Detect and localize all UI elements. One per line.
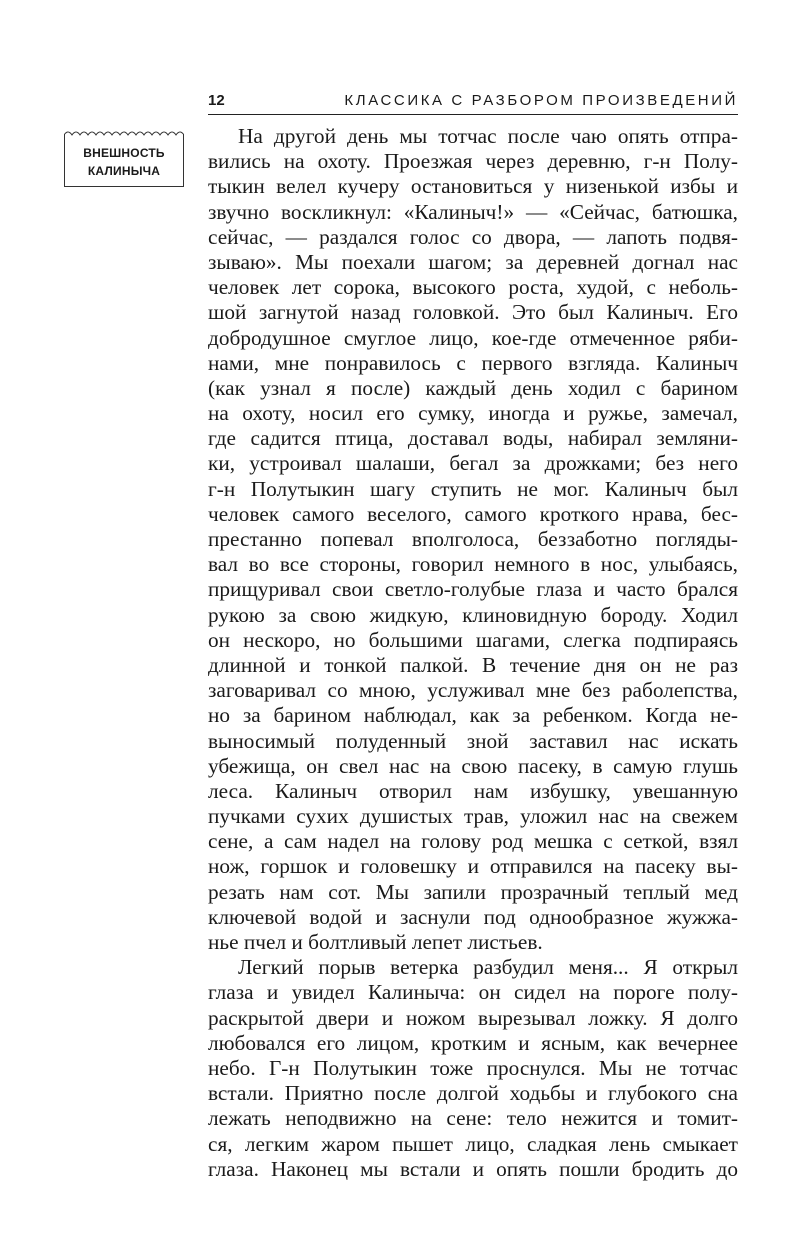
margin-note-line: КАЛИНЫЧА xyxy=(87,164,161,178)
text-line: шой загнутой назад головкой. Это был Калиныч. Его xyxy=(208,300,738,325)
text-line: убежища, он свел нас на свою пасеку, в самую глушь xyxy=(208,753,738,778)
paragraph-1 xyxy=(208,124,738,955)
text-line: вились на охоту. Проезжая через деревню, г-н Полу- xyxy=(208,149,738,174)
margin-note-text xyxy=(65,144,183,180)
text-line: человек самого веселого, самого кроткого нрава, бес- xyxy=(208,501,738,526)
text-line: рукою за свою жидкую, клиновидную бороду. Ходил xyxy=(208,602,738,627)
text-line: резать нам сот. Мы запили прозрачный теплый мед xyxy=(208,879,738,904)
text-line: ключевой водой и заснули под однообразное жужжа- xyxy=(208,904,738,929)
text-line: глаза. Наконец мы встали и опять пошли бродить до xyxy=(208,1156,738,1181)
text-line: лежать неподвижно на сене: тело нежится и томит- xyxy=(208,1106,738,1131)
text-line: сене, а сам надел на голову род мешка с сеткой, взял xyxy=(208,829,738,854)
text-line: ки, устроивал шалаши, бегал за дрожками; без него xyxy=(208,451,738,476)
text-line: пучками сухих душистых трав, уложил нас на свежем xyxy=(208,804,738,829)
text-line: г-н Полутыкин шагу ступить не мог. Калиныч был xyxy=(208,476,738,501)
text-line: На другой день мы тотчас после чаю опять отпра- xyxy=(238,124,738,148)
text-line: заговаривал со мною, услуживал мне без раболепства, xyxy=(208,678,738,703)
text-line: звучно воскликнул: «Калиныч!» — «Сейчас, батюшка, xyxy=(208,199,738,224)
margin-note-line: ВНЕШНОСТЬ xyxy=(83,146,165,160)
text-line: но за барином наблюдал, как за ребенком. Когда не- xyxy=(208,703,738,728)
page-header xyxy=(208,88,738,115)
text-line: зываю». Мы поехали шагом; за деревней догнал нас xyxy=(208,249,738,274)
text-line: нож, горшок и головешку и отправился на пасеку вы- xyxy=(208,854,738,879)
text-line: раскрытой двери и ножом вырезывал ложку. Я долго xyxy=(208,1005,738,1030)
text-line: на охоту, носил его сумку, иногда и ружье, замечал, xyxy=(208,401,738,426)
text-line: (как узнал я после) каждый день ходил с барином xyxy=(208,375,738,400)
text-line: сейчас, — раздался голос со двора, — лапоть подвя- xyxy=(208,224,738,249)
text-line: любовался его лицом, кротким и ясным, как вечернее xyxy=(208,1030,738,1055)
paragraph-2 xyxy=(208,955,738,1182)
text-line: престанно попевал вполголоса, беззаботно погляды- xyxy=(208,527,738,551)
text-line: нами, мне понравилось с первого взгляда. Калиныч xyxy=(208,350,738,375)
text-line: он нескоро, но большими шагами, слегка подпираясь xyxy=(208,627,738,652)
text-line: встали. Приятно после долгой ходьбы и глубокого сна xyxy=(208,1081,738,1106)
text-line: добродушное смуглое лицо, кое-где отмеченное ряби- xyxy=(208,325,738,350)
margin-note xyxy=(64,134,184,187)
body-text xyxy=(208,124,738,1182)
text-line: леса. Калиныч отворил нам избушку, увешанную xyxy=(208,778,738,803)
text-line: длинной и тонкой палкой. В течение дня он не раз xyxy=(208,652,738,677)
text-line: нье пчел и болтливый лепет листьев. xyxy=(208,930,543,954)
text-line: выносимый полуденный зной заставил нас искать xyxy=(208,728,738,753)
text-line: глаза и увидел Калиныча: он сидел на пороге полу- xyxy=(208,980,738,1005)
text-line: ся, легким жаром пышет лицо, сладкая лень смыкает xyxy=(208,1131,738,1156)
text-line: вал во все стороны, говорил немного в нос, улыбаясь, xyxy=(208,552,738,577)
scalloped-border-icon xyxy=(64,129,184,139)
page-number: 12 xyxy=(208,92,225,109)
running-title: КЛАССИКА С РАЗБОРОМ ПРОИЗВЕДЕНИЙ xyxy=(344,92,738,109)
text-line: тыкин велел кучеру остановиться у низенькой избы и xyxy=(208,174,738,199)
text-line: человек лет сорока, высокого роста, худой, с неболь- xyxy=(208,275,738,300)
text-line: где садится птица, доставал воды, набирал земляни- xyxy=(208,426,738,451)
text-line: Легкий порыв ветерка разбудил меня... Я открыл xyxy=(238,955,738,980)
text-line: прищуривал свои светло-голубые глаза и часто брался xyxy=(208,577,738,602)
text-line: небо. Г-н Полутыкин тоже проснулся. Мы не тотчас xyxy=(208,1055,738,1080)
